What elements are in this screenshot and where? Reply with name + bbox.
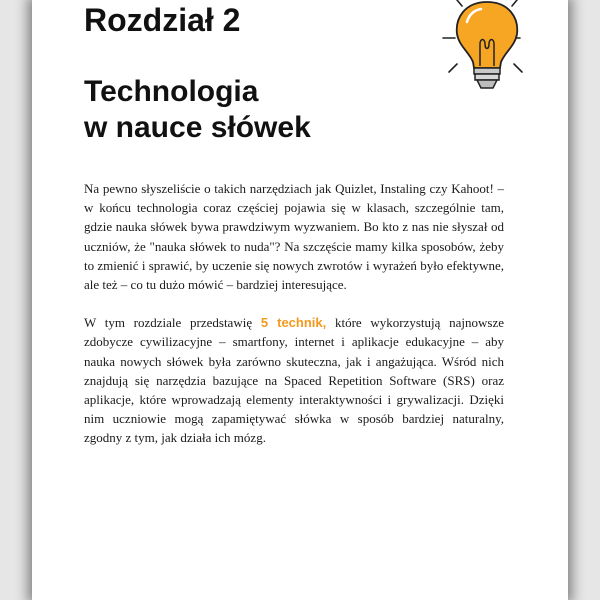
highlight-5-technik: 5 technik, — [260, 315, 327, 331]
paragraph-2-after: które wykorzystują najnowsze zdobycze cywilizacyjne – smartfony, internet i aplikacje edukacyjne – aby nauka nowych słówek była zarówno skuteczna, jak i angażująca. Wśród nich znajdują się narzędzia bazujące na Spaced Repetition Software (SRS) oraz aplikacje, które wprowadzają elementy interaktywności i grywalizacji. Dzięki nim uczniowie mogą zapamiętywać słówka w sposób bardziej naturalny, zgodny z tym, jak działa ich mózg. — [84, 315, 504, 446]
paragraph-2 — [84, 313, 504, 447]
chapter-title-line1: Technologia — [84, 75, 259, 108]
lightbulb-icon — [407, 0, 527, 92]
chapter-title — [84, 74, 311, 146]
chapter-label: Rozdział 2 — [84, 2, 241, 38]
paragraph-2-before: W tym rozdziale przedstawię — [84, 315, 261, 331]
body-text — [84, 179, 504, 467]
chapter-title-line2: w nauce słówek — [84, 111, 311, 144]
document-page — [32, 0, 568, 600]
paragraph-1: Na pewno słyszeliście o takich narzędziach jak Quizlet, Instaling czy Kahoot! – w końcu technologia coraz częściej pojawia się w klasach, szczególnie tam, gdzie nauka słówek bywa prawdziwym wyzwaniem. Bo kto z nas nie słyszał od uczniów, że "nauka słówek to nuda"? Na szczęście mamy kilka sposobów, żeby to zmienić i sprawić, by uczenie się nowych zwrotów i wyrażeń było efektywne, ale też – co tu dużo mówić – bardziej interesujące. — [84, 181, 504, 293]
